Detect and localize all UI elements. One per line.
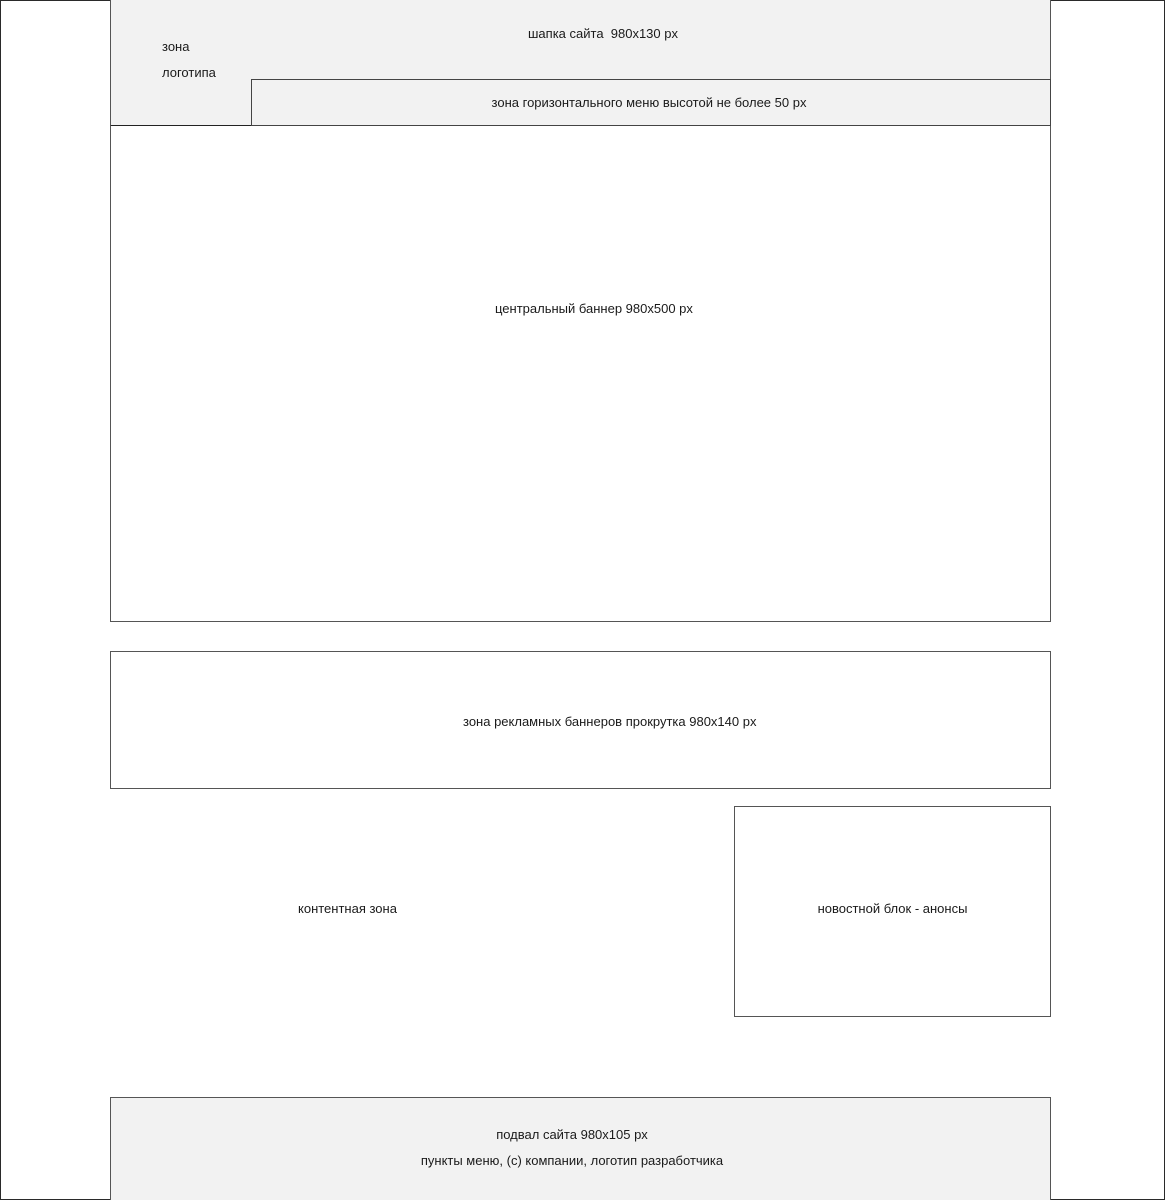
news-block-label: новостной блок - анонсы xyxy=(817,901,968,916)
horizontal-menu-zone xyxy=(251,79,1051,126)
ad-banners-label: зона рекламных баннеров прокрутка 980x140 px xyxy=(463,714,757,729)
central-banner xyxy=(110,126,1051,622)
news-block xyxy=(734,806,1051,1017)
footer-label-line2: пункты меню, (с) компании, логотип разработчика xyxy=(420,1153,724,1168)
ad-banners-zone xyxy=(110,651,1051,789)
site-footer xyxy=(110,1097,1051,1200)
content-zone-label: контентная зона xyxy=(298,901,397,916)
central-banner-label: центральный баннер 980x500 px xyxy=(495,301,693,316)
logo-zone-label-line1: зона xyxy=(162,39,190,54)
menu-zone-label: зона горизонтального меню высотой не более 50 px xyxy=(491,95,807,110)
header-label: шапка сайта 980x130 px xyxy=(528,26,678,41)
footer-label-line1: подвал сайта 980x105 px xyxy=(496,1127,648,1142)
logo-zone-label-line2: логотипа xyxy=(162,65,216,80)
